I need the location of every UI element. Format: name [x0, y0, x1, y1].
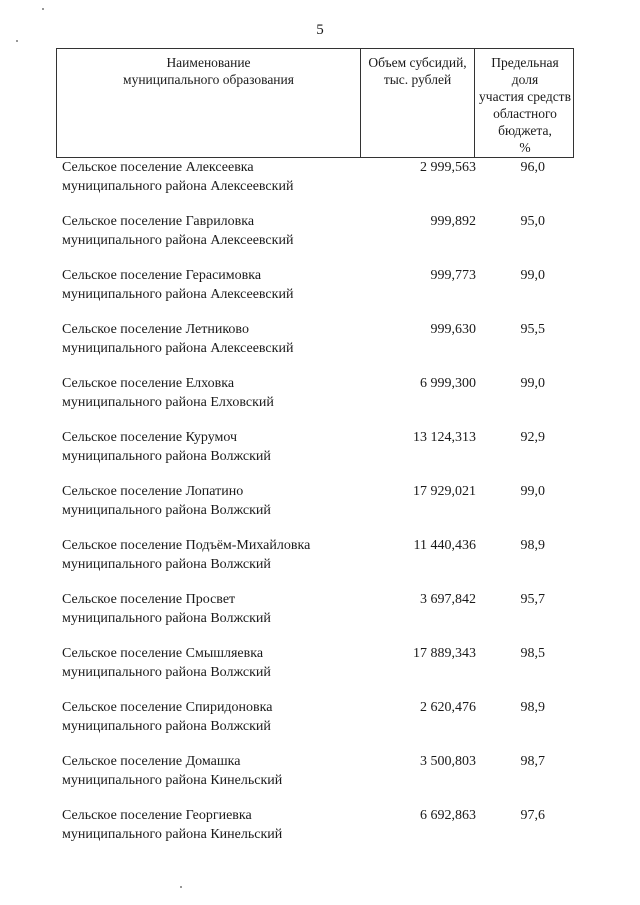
- budget-share: 95,0: [520, 214, 545, 229]
- table-row: [0, 212, 640, 252]
- municipality-name: Сельское поселение Летниково муниципального района Алексеевский: [62, 322, 294, 356]
- table-row: [0, 266, 640, 306]
- table-header: [56, 48, 574, 158]
- table-row: [0, 698, 640, 738]
- subsidy-amount: 999,630: [430, 322, 476, 337]
- budget-share: 98,5: [520, 646, 545, 661]
- table-row: [0, 806, 640, 846]
- table-row: [0, 536, 640, 576]
- table-row: [0, 590, 640, 630]
- subsidy-amount: 2 620,476: [420, 700, 476, 715]
- subsidy-amount: 17 889,343: [413, 646, 476, 661]
- budget-share: 99,0: [520, 484, 545, 499]
- table-row: [0, 482, 640, 522]
- header-share: Предельная доля участия средств областного бюджета, %: [474, 49, 575, 157]
- scan-speck: [16, 40, 18, 42]
- municipality-name: Сельское поселение Домашка муниципального района Кинельский: [62, 754, 283, 788]
- budget-share: 99,0: [520, 268, 545, 283]
- budget-share: 98,7: [520, 754, 545, 769]
- subsidy-amount: 999,892: [430, 214, 476, 229]
- subsidy-amount: 3 500,803: [420, 754, 476, 769]
- municipality-name: Сельское поселение Спиридоновка муниципального района Волжский: [62, 700, 273, 734]
- budget-share: 98,9: [520, 700, 545, 715]
- municipality-name: Сельское поселение Курумоч муниципального района Волжский: [62, 430, 271, 464]
- table-row: [0, 644, 640, 684]
- budget-share: 96,0: [520, 160, 545, 175]
- table-row: [0, 428, 640, 468]
- budget-share: 92,9: [520, 430, 545, 445]
- municipality-name: Сельское поселение Смышляевка муниципального района Волжский: [62, 646, 271, 680]
- subsidy-amount: 11 440,436: [413, 538, 476, 553]
- budget-share: 97,6: [520, 808, 545, 823]
- page-number: 5: [316, 22, 324, 38]
- scan-speck: [180, 886, 182, 888]
- budget-share: 98,9: [520, 538, 545, 553]
- header-name: Наименование муниципального образования: [123, 55, 294, 87]
- subsidy-amount: 6 692,863: [420, 808, 476, 823]
- municipality-name: Сельское поселение Елховка муниципального района Елховский: [62, 376, 274, 410]
- subsidy-amount: 13 124,313: [413, 430, 476, 445]
- subsidy-amount: 3 697,842: [420, 592, 476, 607]
- table-row: [0, 374, 640, 414]
- header-amount: Объем субсидий, тыс. рублей: [360, 49, 474, 157]
- scan-speck: [42, 8, 44, 10]
- table-row: [0, 158, 640, 198]
- municipality-name: Сельское поселение Герасимовка муниципального района Алексеевский: [62, 268, 294, 302]
- municipality-name: Сельское поселение Лопатино муниципального района Волжский: [62, 484, 271, 518]
- budget-share: 95,7: [520, 592, 545, 607]
- subsidy-amount: 6 999,300: [420, 376, 476, 391]
- municipality-name: Сельское поселение Подъём-Михайловка муниципального района Волжский: [62, 538, 311, 572]
- subsidy-amount: 999,773: [430, 268, 476, 283]
- table-row: [0, 752, 640, 792]
- table-row: [0, 320, 640, 360]
- budget-share: 95,5: [520, 322, 545, 337]
- subsidy-amount: 2 999,563: [420, 160, 476, 175]
- municipality-name: Сельское поселение Георгиевка муниципального района Кинельский: [62, 808, 283, 842]
- subsidy-amount: 17 929,021: [413, 484, 476, 499]
- budget-share: 99,0: [520, 376, 545, 391]
- municipality-name: Сельское поселение Гавриловка муниципального района Алексеевский: [62, 214, 294, 248]
- municipality-name: Сельское поселение Алексеевка муниципального района Алексеевский: [62, 160, 294, 194]
- municipality-name: Сельское поселение Просвет муниципального района Волжский: [62, 592, 271, 626]
